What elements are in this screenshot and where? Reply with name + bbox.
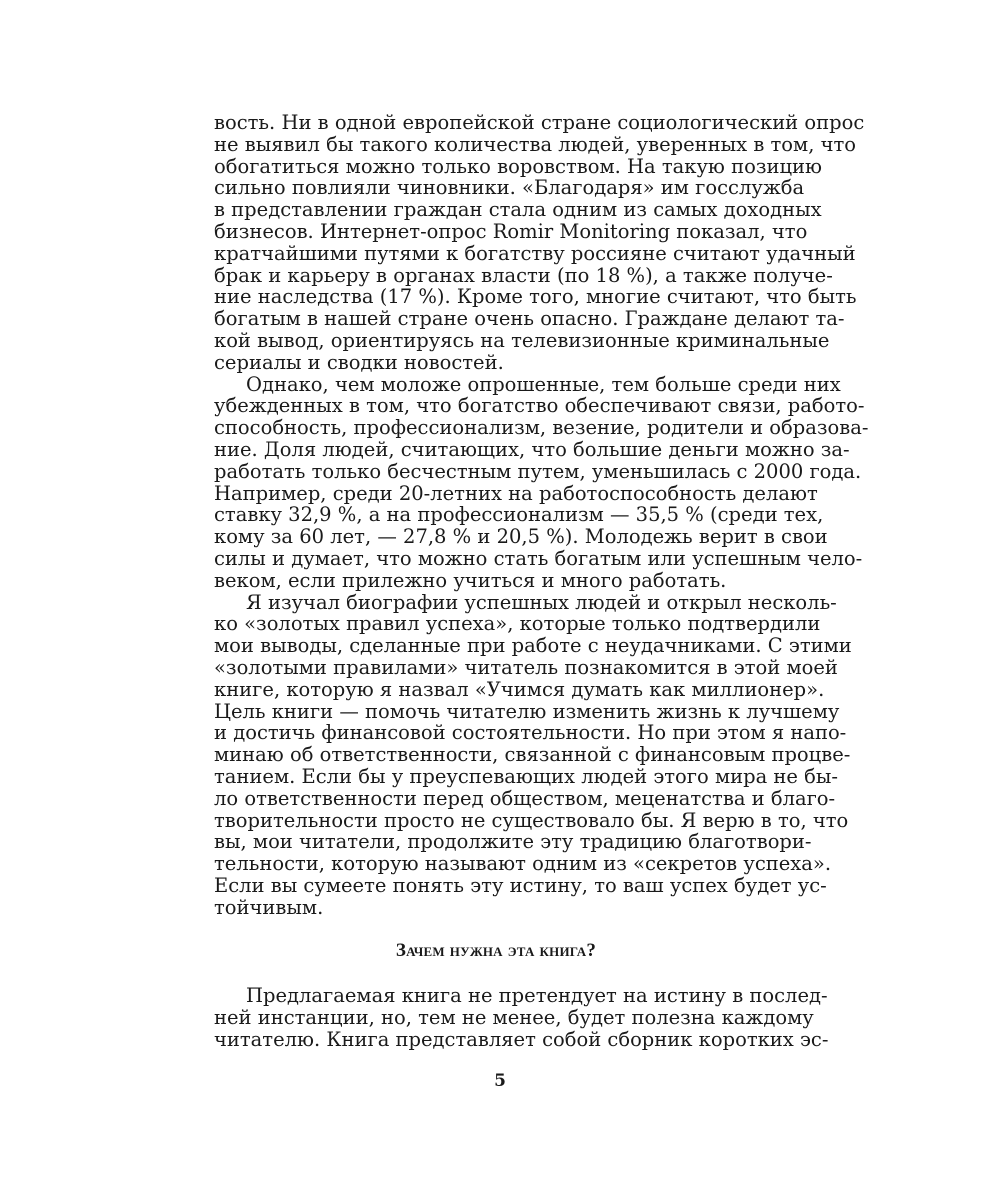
text-line: Например, среди 20-летних на работоспособность делают — [214, 481, 818, 505]
page-number: 5 — [494, 1071, 506, 1091]
text-line: богатым в нашей стране очень опасно. Граждане делают та- — [214, 307, 845, 331]
text-line: обогатиться можно только воровством. На такую позицию — [214, 154, 822, 178]
paragraph-2 — [214, 372, 869, 592]
text-line: в представлении граждан стала одним из самых доходных — [214, 198, 822, 222]
paragraph-1 — [214, 111, 865, 374]
text-line: сильно повлияли чиновники. «Благодаря» им госслужба — [214, 176, 805, 200]
text-line: ставку 32,9 %, а на профессионализм — 35,5 % (среди тех, — [214, 503, 824, 527]
text-line: сериалы и сводки новостей. — [214, 350, 504, 374]
text-line: минаю об ответственности, связанной с финансовым процве- — [214, 743, 851, 767]
text-line: ней инстанции, но, тем не менее, будет полезна каждому — [214, 1005, 814, 1029]
text-line: танием. Если бы у преуспевающих людей этого мира не бы- — [214, 764, 838, 788]
text-line: веком, если прилежно учиться и много работать. — [214, 568, 727, 592]
text-line: не выявил бы такого количества людей, уверенных в том, что — [214, 132, 857, 156]
text-line: вы, мои читатели, продолжите эту традицию благотвори- — [214, 830, 812, 854]
text-line: ние. Доля людей, считающих, что большие деньги можно за- — [214, 437, 850, 461]
text-line: мои выводы, сделанные при работе с неудачниками. С этими — [214, 634, 852, 658]
text-line: тельности, которую называют одним из «секретов успеха». — [214, 852, 832, 876]
text-line: ние наследства (17 %). Кроме того, многие считают, что быть — [214, 285, 857, 309]
text-line: работать только бесчестным путем, уменьшилась с 2000 года. — [214, 459, 862, 483]
text-line: ко «золотых правил успеха», которые только подтвердили — [214, 612, 821, 636]
text-line: Цель книги — помочь читателю изменить жизнь к лучшему — [214, 699, 840, 723]
text-line: бизнесов. Интернет-опрос Romir Monitoring показал, что — [214, 219, 808, 243]
text-line: кому за 60 лет, — 27,8 % и 20,5 %). Молодежь верит в свои — [214, 525, 828, 549]
text-line: творительности просто не существовало бы. Я верю в то, что — [214, 808, 849, 832]
text-line: ло ответственности перед обществом, меценатства и благо- — [214, 786, 836, 810]
text-line: брак и карьеру в органах власти (по 18 %), а также получе- — [214, 263, 833, 287]
text-line: читателю. Книга представляет собой сборник коротких эс- — [214, 1027, 829, 1051]
text-line: Я изучал биографии успешных людей и открыл несколь- — [246, 590, 837, 614]
text-line: кратчайшими путями к богатству россияне считают удачный — [214, 241, 856, 265]
text-line: вость. Ни в одной европейской стране социологический опрос — [214, 111, 865, 134]
text-line: убежденных в том, что богатство обеспечивают связи, работо- — [214, 394, 865, 418]
text-line: Предлагаемая книга не претендует на истину в послед- — [246, 984, 828, 1007]
text-line: и достичь финансовой состоятельности. Но при этом я напо- — [214, 721, 847, 745]
paragraph-3 — [214, 590, 852, 919]
text-line: силы и думает, что можно стать богатым или успешным чело- — [214, 546, 863, 570]
text-line: «золотыми правилами» читатель познакомится в этой моей — [214, 655, 838, 679]
text-line: способность, профессионализм, везение, родители и образова- — [214, 416, 869, 440]
text-line: Если вы сумеете понять эту истину, то ваш успех будет ус- — [214, 873, 827, 897]
text-line: тойчивым. — [214, 895, 324, 919]
paragraph-4 — [214, 984, 829, 1051]
text-line: кой вывод, ориентируясь на телевизионные криминальные — [214, 328, 830, 352]
text-line: Однако, чем моложе опрошенные, тем больше среди них — [246, 372, 841, 396]
section-heading: Зачем нужна эта книга? — [395, 940, 597, 961]
page-body — [214, 111, 869, 1051]
text-line: книге, которую я назвал «Учимся думать как миллионер». — [214, 677, 825, 701]
